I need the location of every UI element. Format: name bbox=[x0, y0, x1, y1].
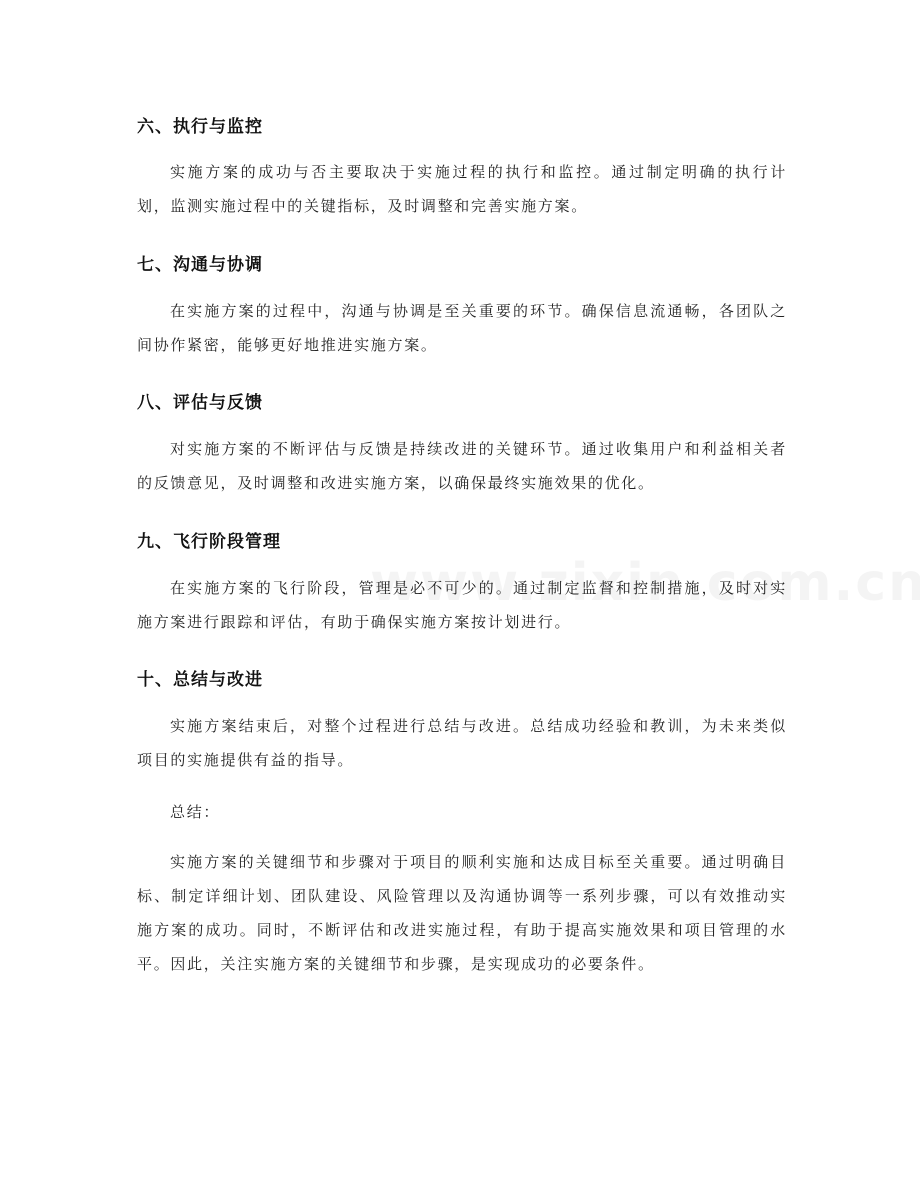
summary-label: 总结： bbox=[170, 803, 221, 821]
section-heading-8: 八、评估与反馈 bbox=[137, 393, 263, 413]
section-heading-9: 九、飞行阶段管理 bbox=[137, 532, 281, 552]
section-heading-7: 七、沟通与协调 bbox=[137, 255, 263, 275]
section-body-7: 在实施方案的过程中，沟通与协调是至关重要的环节。确保信息流通畅，各团队之间协作紧密，能够更好地推进实施方案。 bbox=[137, 302, 787, 354]
section-body-10: 实施方案结束后，对整个过程进行总结与改进。总结成功经验和教训，为未来类似项目的实施提供有益的指导。 bbox=[137, 717, 787, 769]
summary-body: 实施方案的关键细节和步骤对于项目的顺利实施和达成目标至关重要。通过明确目标、制定详细计划、团队建设、风险管理以及沟通协调等一系列步骤，可以有效推动实施方案的成功。同时，不断评估和改进实施过程，有助于提高实施效果和项目管理的水平。因此，关注实施方案的关键细节和步骤，是实现成功的必要条件。 bbox=[137, 853, 787, 973]
section-heading-6: 六、执行与监控 bbox=[137, 117, 263, 137]
section-body-8: 对实施方案的不断评估与反馈是持续改进的关键环节。通过收集用户和利益相关者的反馈意见，及时调整和改进实施方案，以确保最终实施效果的优化。 bbox=[137, 440, 787, 492]
section-body-9: 在实施方案的飞行阶段，管理是必不可少的。通过制定监督和控制措施，及时对实施方案进行跟踪和评估，有助于确保实施方案按计划进行。 bbox=[137, 579, 787, 631]
section-heading-10: 十、总结与改进 bbox=[137, 670, 263, 690]
section-body-6: 实施方案的成功与否主要取决于实施过程的执行和监控。通过制定明确的执行计划，监测实施过程中的关键指标，及时调整和完善实施方案。 bbox=[137, 163, 787, 215]
